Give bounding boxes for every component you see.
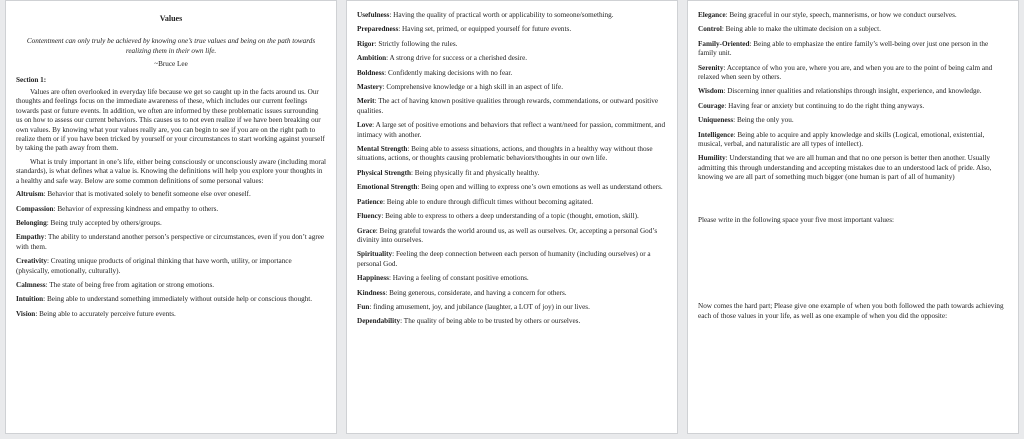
definition-text: : Behavior of expressing kindness and empathy to others.	[53, 204, 219, 213]
definition-text: : Being generous, considerate, and having a concern for others.	[385, 288, 567, 297]
epigraph-quote: Contentment can only truly be achieved by knowing one’s true values and being on the path towards realizing them in their own life.	[26, 37, 316, 55]
definition-text: : Being able to acquire and apply knowledge and skills (Logical, emotional, existential, musical, verbal, and naturalistic are all types of intellect).	[698, 130, 985, 149]
definition-term: Mastery	[357, 83, 383, 92]
definition-term: Control	[698, 25, 722, 34]
definition-term: Ambition	[357, 54, 387, 63]
definition-term: Dependability	[357, 317, 401, 326]
definition-entry	[698, 11, 1008, 20]
definition-text: : Being able to endure through difficult times without becoming agitated.	[382, 197, 594, 206]
definition-entry	[698, 102, 1008, 111]
definition-entry	[357, 227, 667, 246]
definition-term: Kindness	[357, 288, 386, 297]
definition-entry	[698, 154, 1008, 182]
definition-text: : Confidently making decisions with no fear.	[384, 68, 513, 77]
definition-text: : Being grateful towards the world around us, as well as ourselves. Or, accepting a personal God’s divinity into ourselves.	[357, 226, 658, 244]
definition-entry	[16, 295, 326, 304]
definition-term: Calmness	[16, 280, 46, 289]
definition-term: Boldness	[357, 68, 385, 77]
definition-term: Grace	[357, 226, 376, 235]
definition-term: Intelligence	[698, 130, 734, 139]
definition-term: Physical Strength	[357, 168, 411, 177]
definition-text: : Being physically fit and physically healthy.	[410, 168, 540, 177]
definition-text: : Having set, primed, or equipped yourself for future events.	[398, 25, 572, 34]
answer-space[interactable]	[698, 230, 1008, 302]
definition-text: : Feeling the deep connection between each person of humanity (including ourselves) or a personal God.	[357, 250, 651, 268]
definition-entry	[357, 250, 667, 269]
definition-text: : Behavior that is motivated solely to benefit someone else over oneself.	[43, 190, 251, 199]
definition-text: : A large set of positive emotions and behaviors that reflect a want/need for passion, commitment, and intimacy with another.	[357, 121, 666, 139]
definition-entry	[357, 97, 667, 116]
definition-term: Compassion	[16, 204, 54, 213]
definition-entry	[16, 310, 326, 319]
definition-entry	[698, 87, 1008, 96]
examples-prompt: Now comes the hard part; Please give one example of when you both followed the path towards achieving each of those values in your life, as well as one example of when you did the opposite:	[698, 302, 1004, 320]
definition-entry	[16, 205, 326, 214]
definition-text: : Being graceful in our style, speech, mannerisms, or how we conduct ourselves.	[725, 11, 957, 19]
definition-entry	[357, 145, 667, 164]
definition-term: Patience	[357, 197, 383, 206]
document-page-3	[687, 0, 1019, 434]
definition-entry	[357, 11, 667, 20]
definition-term: Merit	[357, 97, 375, 106]
definition-term: Uniqueness	[698, 116, 734, 125]
definition-text: : Understanding that we are all human and that no one person is better then another. Usually admitting this through understanding and accepting mistakes due to an understood lack of pride. Also, knowing we are all part of something much bigger (one human is part of all of humanity)	[698, 154, 992, 182]
definition-text: : Being able to express to others a deep understanding of a topic (thought, emotion, skill).	[381, 212, 639, 221]
definition-text: : Comprehensive knowledge or a high skill in an aspect of life.	[382, 83, 563, 92]
definition-entry	[357, 317, 667, 326]
definition-text: : Being truly accepted by others/groups.	[46, 218, 162, 227]
definition-text: : The quality of being able to be trusted by others or ourselves.	[400, 317, 581, 326]
definition-term: Love	[357, 121, 373, 130]
intro-paragraph-1: Values are often overlooked in everyday life because we get so caught up in the facts around us. Our thoughts and feelings focus on the immediate awareness of these, which includes our current feelings towards past or future events. In addition, we often are informed by these problematic issues surrounding us on how to assess our current behaviors. This causes us to not even realize if we have been breaking our own values. By knowing what your values really are, you can begin to see if you are on the right path to realize them or if you have been tricked by yourself or your circumstances to start working against yourself by taking the path away from them.	[16, 88, 325, 153]
definition-text: : Discerning inner qualities and relationships through insight, experience, and knowledge.	[723, 87, 982, 96]
definition-entry	[357, 69, 667, 78]
definition-term: Intuition	[16, 295, 44, 304]
definition-entry	[16, 233, 326, 252]
definition-term: Altruism	[16, 190, 44, 199]
definition-term: Courage	[698, 101, 725, 110]
definition-entry	[16, 281, 326, 290]
document-page-2	[346, 0, 678, 434]
definition-entry	[698, 25, 1008, 34]
definition-entry	[357, 169, 667, 178]
definition-term: Humility	[698, 154, 726, 163]
definition-term: Elegance	[698, 11, 726, 19]
definition-term: Fun	[357, 302, 370, 311]
definition-entry	[357, 40, 667, 49]
definition-term: Fluency	[357, 212, 382, 221]
definition-text: : Acceptance of who you are, where you are, and when you are to the point of being calm and relaxed when seen by others.	[698, 63, 993, 82]
definition-text: : Being able to emphasize the entire family’s well-being over just one person in the family unit.	[698, 39, 989, 58]
definition-term: Vision	[16, 309, 36, 318]
definition-term: Emotional Strength	[357, 183, 418, 192]
definition-entry	[357, 303, 667, 312]
definition-term: Wisdom	[698, 87, 724, 96]
definition-entry	[357, 25, 667, 34]
definition-text: : Having fear or anxiety but continuing to do the right thing anyways.	[724, 101, 925, 110]
definition-text: : Strictly following the rules.	[374, 39, 458, 48]
definition-term: Creativity	[16, 257, 48, 266]
definition-entry	[698, 64, 1008, 83]
definition-entry	[357, 54, 667, 63]
definition-term: Family-Oriented	[698, 39, 750, 48]
definition-text: : The ability to understand another person’s perspective or circumstances, even if you don’t agree with them.	[16, 233, 325, 251]
definition-text: : Being able to make the ultimate decision on a subject.	[721, 25, 881, 34]
section-heading: Section 1:	[16, 75, 47, 84]
definition-term: Empathy	[16, 233, 45, 242]
definition-entry	[357, 198, 667, 207]
definition-entry	[698, 116, 1008, 125]
document-title: Values	[159, 14, 183, 23]
definition-entry	[357, 121, 667, 140]
definition-text: : Being able to accurately perceive future events.	[35, 309, 176, 318]
quote-author: ~Bruce Lee	[154, 60, 188, 69]
definition-entry	[698, 40, 1008, 59]
definition-term: Rigor	[357, 39, 375, 48]
document-page-1	[5, 0, 337, 434]
definition-term: Spirituality	[357, 250, 393, 259]
definition-text: : Having a feeling of constant positive emotions.	[388, 274, 529, 283]
definition-text: : Being able to understand something immediately without outside help or conscious thought.	[43, 295, 313, 304]
definition-entry	[16, 257, 326, 276]
values-prompt: Please write in the following space your five most important values:	[698, 215, 895, 224]
definition-term: Usefulness	[357, 11, 390, 19]
definition-entry	[16, 219, 326, 228]
definition-entry	[357, 289, 667, 298]
definition-entry	[357, 274, 667, 283]
definition-term: Happiness	[357, 274, 389, 283]
definition-text: : The state of being free from agitation or strong emotions.	[45, 280, 215, 289]
definition-text: : Being able to assess situations, actions, and thoughts in a healthy way without those situations, actions, or thoughts causing problematic behaviors/thoughts in our own life.	[357, 145, 653, 163]
definition-text: : Having the quality of practical worth or applicability to someone/something.	[389, 11, 614, 19]
definition-term: Belonging	[16, 218, 47, 227]
definition-term: Serenity	[698, 63, 724, 72]
definition-text: : A strong drive for success or a cherished desire.	[386, 54, 528, 63]
definition-entry	[357, 83, 667, 92]
definition-text: : Creating unique products of original thinking that have worth, utility, or importance (physically, emotionally, culturally).	[16, 257, 292, 275]
definition-text: : The act of having known positive qualities through rewards, commendations, or outward positive qualities.	[357, 97, 659, 115]
definition-entry	[357, 212, 667, 221]
definition-text: : Being the only you.	[733, 116, 794, 125]
definition-text: : finding amusement, joy, and jubilance (laughter, a LOT of joy) in our lives.	[369, 302, 590, 311]
definition-entry	[357, 183, 667, 192]
definition-term: Preparedness	[357, 25, 399, 34]
definition-entry	[698, 131, 1008, 150]
definition-term: Mental Strength	[357, 145, 408, 154]
definition-entry	[16, 190, 326, 199]
intro-paragraph-2: What is truly important in one’s life, either being consciously or unconsciously aware (including moral standards), is what defines what a value is. Knowing the definitions will help you explore your thoughts in a healthy and safe way. Below are some common definitions of some personal values:	[16, 157, 327, 185]
definition-text: : Being open and willing to express one’s own emotions as well as understand others.	[417, 183, 663, 192]
